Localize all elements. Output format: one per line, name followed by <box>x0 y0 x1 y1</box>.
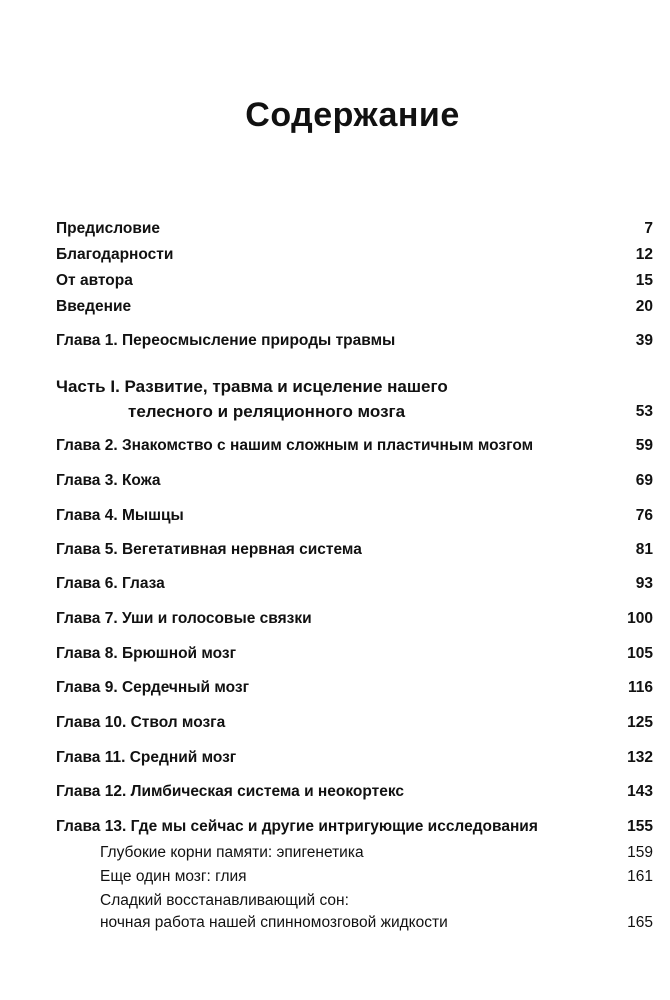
toc-entry-label: Глава 10. Ствол мозга <box>56 714 226 731</box>
toc-entry-page: 116 <box>627 679 653 696</box>
toc-entry-label: Глава 12. Лимбическая система и неокортекс <box>56 783 405 800</box>
toc-entry-page: 105 <box>627 645 653 662</box>
toc-entry-label: Глава 13. Где мы сейчас и другие интригующие исследования <box>56 818 538 835</box>
toc-entry-label: Глава 3. Кожа <box>56 472 161 489</box>
toc-entry-label: Глава 8. Брюшной мозг <box>56 645 237 662</box>
toc-subentry-page: 165 <box>627 914 653 931</box>
toc-entry-page: 100 <box>627 610 653 627</box>
toc-entry-label: Введение <box>56 298 132 315</box>
toc-entry-page: 132 <box>627 749 653 766</box>
toc-entry-label: Благодарности <box>56 246 174 263</box>
toc-entry-page: 81 <box>635 541 653 558</box>
toc-entry-label: Глава 7. Уши и голосовые связки <box>56 610 312 627</box>
toc-subentry-page: 159 <box>627 844 653 861</box>
toc-entry-page: 59 <box>635 437 653 454</box>
toc-subentry-label-line2: ночная работа нашей спинномозговой жидкости <box>100 914 448 931</box>
toc-entry-label: Глава 11. Средний мозг <box>56 749 237 766</box>
toc-subentry-page: 161 <box>627 868 653 885</box>
toc-entry-label: Глава 1. Переосмысление природы травмы <box>56 332 396 349</box>
toc-entry-page: 7 <box>644 220 653 237</box>
toc-entry-page: 155 <box>627 818 653 835</box>
toc-subentry-label-line1: Сладкий восстанавливающий сон: <box>100 892 349 909</box>
toc-subentry-label: Глубокие корни памяти: эпигенетика <box>100 844 364 861</box>
toc-entry-label: Глава 6. Глаза <box>56 575 165 592</box>
toc-entry-page: 143 <box>627 783 653 800</box>
toc-entry-page: 53 <box>635 403 653 420</box>
toc-entry-label: Глава 5. Вегетативная нервная система <box>56 541 362 558</box>
toc-part-title-line2: телесного и реляционного мозга <box>128 402 406 421</box>
toc-entry-page: 93 <box>635 575 653 592</box>
toc-subentry-label: Еще один мозг: глия <box>100 868 247 885</box>
toc-entry-label: Предисловие <box>56 220 161 237</box>
toc-part-title-line1: Часть I. Развитие, травма и исцеление нашего <box>56 377 448 396</box>
toc-entry-page: 20 <box>635 298 653 315</box>
toc-entry-label: Глава 4. Мышцы <box>56 507 184 524</box>
toc-entry-page: 15 <box>635 272 653 289</box>
toc-entry-label: От автора <box>56 272 133 289</box>
toc-entry-page: 125 <box>627 714 653 731</box>
toc-entry-page: 69 <box>635 472 653 489</box>
toc-entry-label: Глава 2. Знакомство с нашим сложным и пластичным мозгом <box>56 437 534 454</box>
toc-entry-label: Глава 9. Сердечный мозг <box>56 679 250 696</box>
toc-entry-page: 12 <box>635 246 653 263</box>
toc-entry-page: 39 <box>635 332 653 349</box>
toc-entry-page: 76 <box>635 507 653 524</box>
page-title: Содержание <box>245 96 460 134</box>
